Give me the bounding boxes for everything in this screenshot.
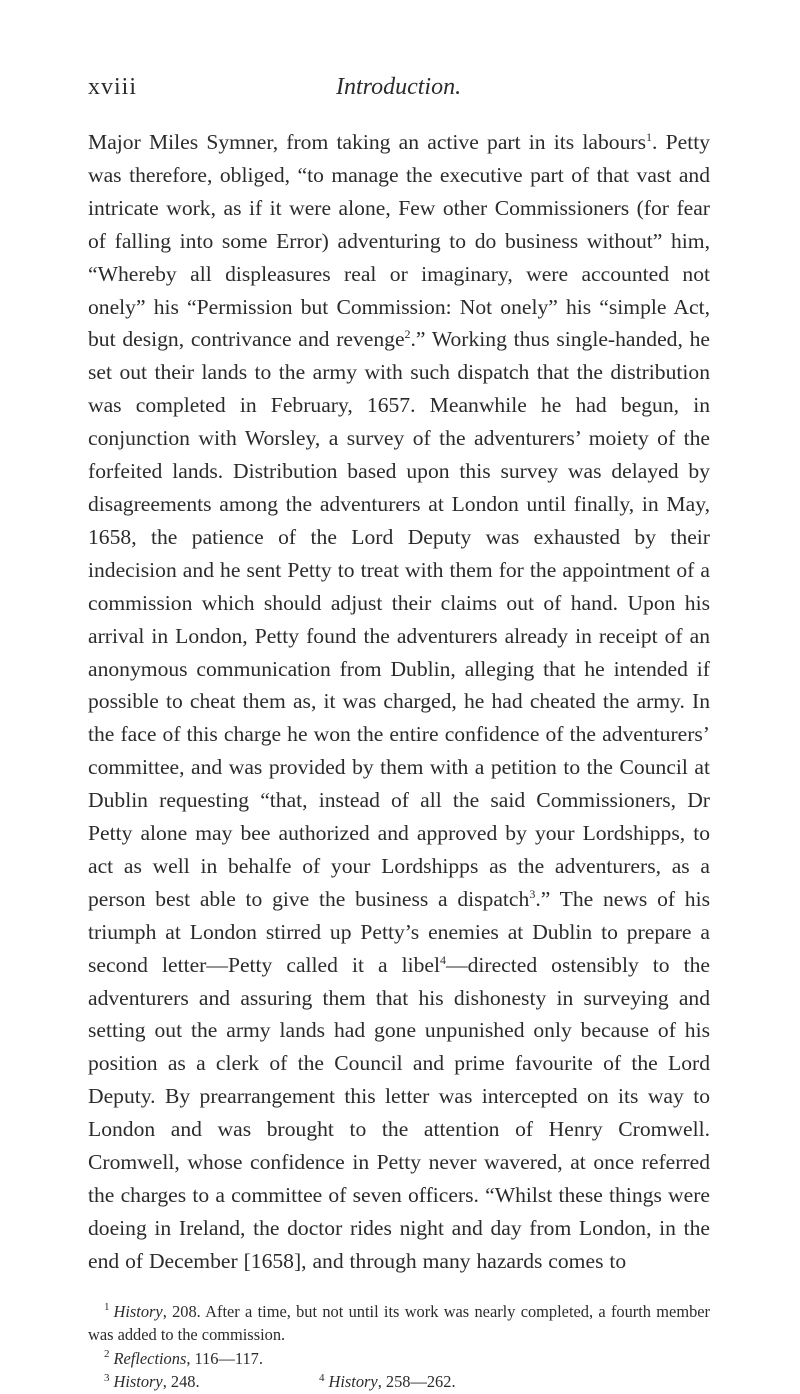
- footnote-number: 4: [319, 1371, 325, 1384]
- running-head: [88, 72, 710, 112]
- footnote-number: 2: [104, 1348, 110, 1361]
- text-segment: .” Working thus single-handed, he set out their lands to the army with such dispatch that the distribution was completed in February, 1657. Meanwhile he had begun, in conjunction with Worsley, a survey of the adventurers’ moiety of the forfeited lands. Distribution based upon this survey was delayed by disagreements among the adventurers at London until finally, in May, 1658, the patience of the Lord Deputy was exhausted by their indecision and he sent Petty to treat with them for the appointment of a commission which should adjust their claims out of hand. Upon his arrival in London, Petty found the adventurers already in receipt of an anonymous communication from Dublin, alleging that he intended if possible to cheat them as, it was charged, he had cheated the army. In the face of this charge he won the entire confidence of the adventurers’ committee, and was provided by them with a petition to the Council at Dublin requesting “that, instead of all the said Commissioners, Dr Petty alone may bee authorized and approved by your Lordshipps, to act as well in behalfe of your Lordshipps as the adventurers, as a person best able to give the business a dispatch: [88, 327, 710, 911]
- footnote-ref-3[interactable]: 3: [529, 886, 536, 901]
- footnote-source-title: History: [113, 1301, 163, 1321]
- footnote-source-title: History: [113, 1372, 163, 1392]
- text-segment: . Petty was therefore, obliged, “to manage the executive part of that vast and intricate work, as if it were alone, Few other Commissioners (for fear of falling into some Error) adventuring to do business without” him, “Whereby all displeasures real or imaginary, were accounted not onely” his “Permission but Commission: Not onely” his “simple Act, but design, contrivance and revenge: [88, 130, 710, 352]
- footnote-text: , 116—117.: [186, 1348, 263, 1368]
- footnote-number: 1: [104, 1301, 110, 1314]
- text-segment: .” The news of his triumph at London stirred up Petty’s enemies at Dublin to prepare a second letter—Petty called it a libel: [88, 886, 710, 977]
- footnote-text: , 208. After a time, but not until its work was nearly completed, a fourth member was added to the commission.: [88, 1301, 710, 1345]
- text-segment: Major Miles Symner, from taking an active part in its labours: [88, 130, 646, 154]
- footnote-ref-1[interactable]: 1: [646, 129, 652, 144]
- footnote-1: [88, 1300, 710, 1347]
- footnote-number: 3: [104, 1371, 110, 1384]
- footnote-ref-2[interactable]: 2: [404, 327, 411, 342]
- footnotes: [88, 1300, 710, 1394]
- footnote-source-title: Reflections: [113, 1348, 187, 1368]
- book-page: [88, 72, 710, 1394]
- footnote-source-title: History: [328, 1372, 378, 1392]
- footnote-2: [88, 1347, 710, 1371]
- running-title: Introduction.: [336, 74, 462, 100]
- footnote-text: , 258—262.: [377, 1372, 456, 1392]
- page-number: xviii: [88, 74, 138, 100]
- text-segment: —directed ostensibly to the adventurers and assuring them that his dishonesty in surveying and setting out the army lands had gone unpunished only because of his position as a clerk of the Council and prime favourite of the Lord Deputy. By prearrangement this letter was intercepted on its way to London and was brought to the attention of Henry Cromwell. Cromwell, whose confidence in Petty never wavered, at once referred the charges to a committee of seven officers. “Whilst these things were doeing in Ireland, the doctor rides night and day from London, in the end of December [1658], and through many hazards comes to: [88, 952, 710, 1273]
- footnote-ref-4[interactable]: 4: [440, 952, 446, 967]
- footnote-text: , 248.: [162, 1372, 200, 1392]
- body-paragraph: [88, 126, 710, 1278]
- footnote-row: [88, 1370, 710, 1394]
- footnote-4: [319, 1370, 456, 1394]
- footnote-3: [104, 1370, 319, 1394]
